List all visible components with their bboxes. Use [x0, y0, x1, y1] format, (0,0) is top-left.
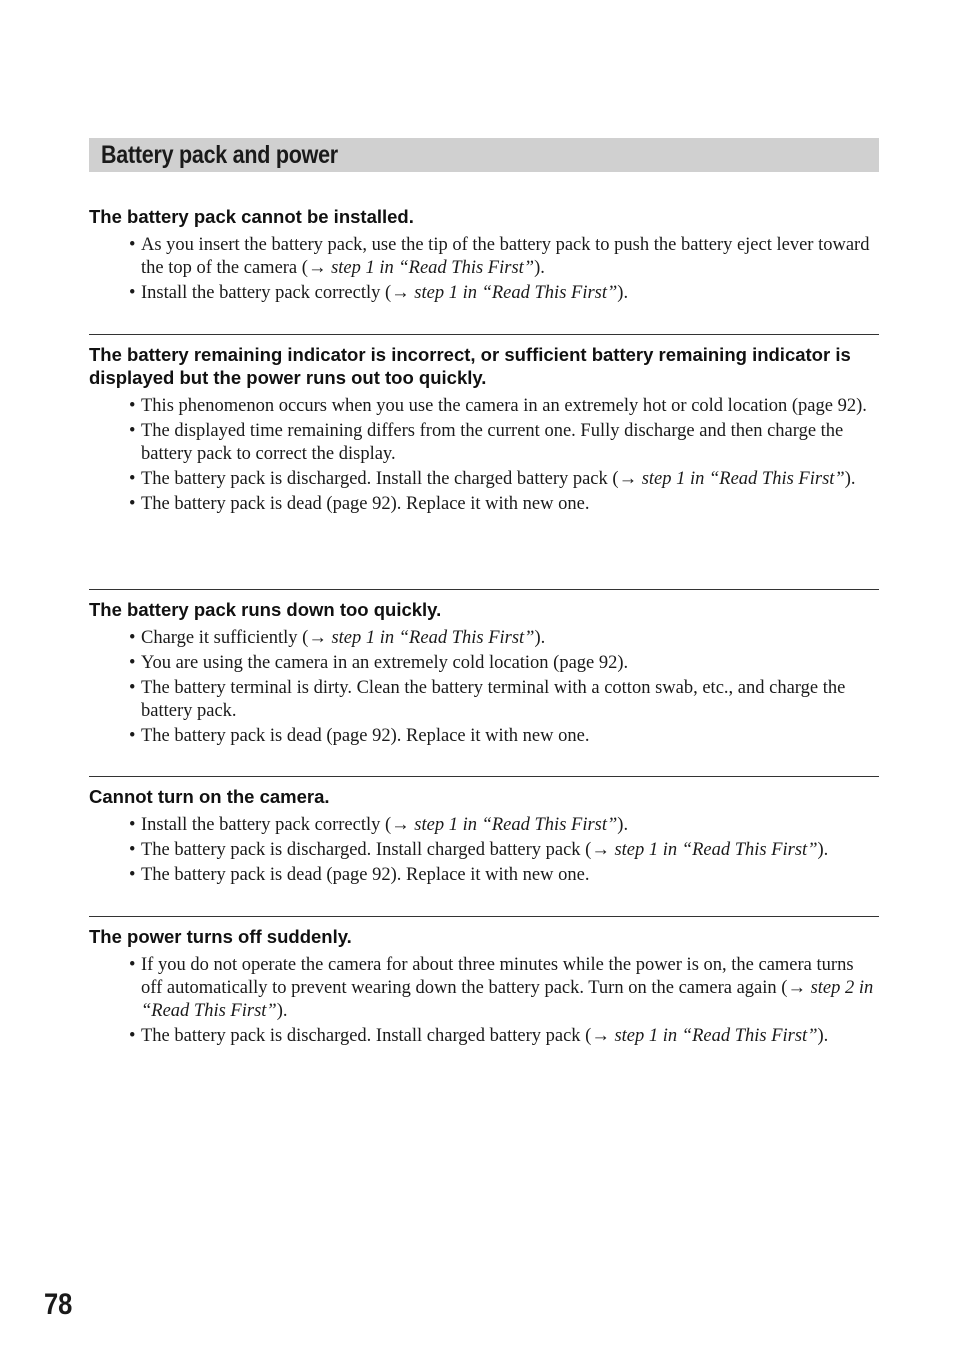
arrow-icon: → [787, 978, 806, 998]
list-item: • The battery terminal is dirty. Clean the battery terminal with a cotton swab, etc., and charge the battery pack. [129, 678, 846, 721]
list-item: • The displayed time remaining differs from the current one. Fully discharge and then charge the battery pack to correct the display. [129, 421, 844, 464]
arrow-icon: → [591, 1026, 610, 1046]
cross-reference: step 1 in “Read This First” [414, 283, 618, 303]
cross-reference: step 2 in “Read This First” [141, 978, 874, 1021]
list-item: • You are using the camera in an extremely cold location (page 92). [129, 653, 629, 673]
arrow-icon: → [391, 815, 410, 835]
cross-reference: step 1 in “Read This First” [414, 815, 618, 835]
topic-power-turns-off [89, 916, 879, 1050]
topic-heading: The battery pack runs down too quickly. [89, 599, 442, 620]
list-item: • Charge it sufficiently (→ step 1 in “Read This First”). [129, 628, 546, 648]
bullet-glyph: • [129, 469, 136, 489]
cross-reference: step 1 in “Read This First” [614, 840, 818, 860]
topic-heading: Cannot turn on the camera. [89, 786, 330, 807]
topic-heading: The power turns off suddenly. [89, 926, 352, 947]
list-item: • The battery pack is dead (page 92). Replace it with new one. [129, 726, 590, 746]
list-item: • This phenomenon occurs when you use the camera in an extremely hot or cold location (page 92). [129, 396, 867, 416]
arrow-icon: → [391, 283, 410, 303]
section-header-bar [89, 138, 879, 172]
arrow-icon: → [591, 840, 610, 860]
list-item: • The battery pack is discharged. Install charged battery pack (→ step 1 in “Read This First”). [129, 840, 829, 860]
section-title: Battery pack and power [101, 141, 338, 169]
list-item: • The battery pack is dead (page 92). Replace it with new one. [129, 865, 590, 885]
list-item: • Install the battery pack correctly (→ step 1 in “Read This First”). [129, 815, 629, 835]
topic-item-list [89, 627, 879, 748]
list-item: • The battery pack is discharged. Install charged battery pack (→ step 1 in “Read This First”). [129, 1026, 829, 1046]
bullet-glyph: • [129, 678, 136, 698]
arrow-icon: → [308, 628, 327, 648]
topic-item-list [89, 954, 879, 1048]
list-item: • If you do not operate the camera for about three minutes while the power is on, the camera turns off automatically to prevent wearing down the battery pack. Turn on the camera again (→ step 2 in “Read This First”). [129, 955, 874, 1021]
list-item: • Install the battery pack correctly (→ step 1 in “Read This First”). [129, 283, 629, 303]
bullet-glyph: • [129, 653, 136, 673]
list-item: • The battery pack is dead (page 92). Replace it with new one. [129, 494, 590, 514]
bullet-glyph: • [129, 840, 136, 860]
page-number: 78 [44, 1288, 73, 1321]
cross-reference: step 1 in “Read This First” [331, 258, 535, 278]
topic-heading: The battery pack cannot be installed. [89, 206, 414, 227]
topic-cannot-turn-on [89, 776, 879, 889]
arrow-icon: → [307, 258, 327, 278]
list-item: • The battery pack is discharged. Install the charged battery pack (→ step 1 in “Read This First”). [129, 469, 856, 489]
bullet-glyph: • [129, 815, 136, 835]
bullet-glyph: • [129, 726, 136, 746]
topic-item-list [89, 234, 879, 305]
bullet-glyph: • [129, 628, 136, 648]
topic-battery-indicator-incorrect [89, 334, 879, 518]
bullet-glyph: • [129, 396, 136, 416]
topic-battery-cannot-be-installed [89, 205, 879, 307]
topic-item-list [89, 814, 879, 887]
bullet-glyph: • [129, 494, 136, 514]
bullet-glyph: • [129, 235, 136, 255]
topic-heading: The battery remaining indicator is incorrect, or sufficient battery remaining indicator is displayed but the power runs out too quickly. [89, 344, 851, 388]
bullet-glyph: • [129, 1026, 136, 1046]
bullet-glyph: • [129, 865, 136, 885]
topic-item-list [89, 395, 879, 516]
cross-reference: step 1 in “Read This First” [641, 469, 845, 489]
arrow-icon: → [618, 469, 638, 489]
topic-battery-runs-down [89, 589, 879, 750]
cross-reference: step 1 in “Read This First” [614, 1026, 818, 1046]
cross-reference: step 1 in “Read This First” [331, 628, 535, 648]
bullet-glyph: • [129, 421, 136, 441]
bullet-glyph: • [129, 955, 136, 975]
bullet-glyph: • [129, 283, 136, 303]
list-item: • As you insert the battery pack, use the tip of the battery pack to push the battery eject lever toward the top of the camera (→ step 1 in “Read This First”). [129, 235, 870, 278]
